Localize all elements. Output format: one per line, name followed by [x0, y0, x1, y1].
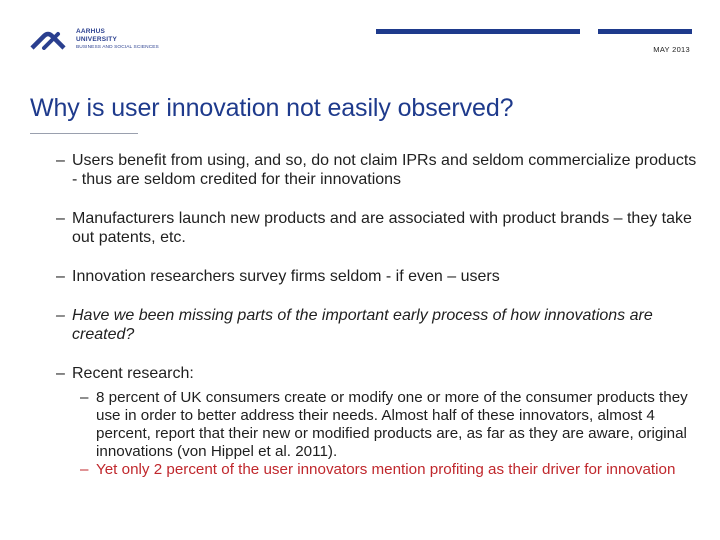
sub-bullet-text: Yet only 2 percent of the user innovators mention profiting as their driver for innovation	[96, 461, 676, 478]
bullet-recent-research	[56, 364, 706, 479]
sub-bullet-text: 8 percent of UK consumers create or modify one or more of the consumer products they use in order to better address their needs. Almost half of these innovators, almost 4 percent, report that their new or modified products are, as far as they are aware, original innovations (von Hippel et al. 2011).	[96, 389, 688, 460]
bullet-dash: –	[56, 210, 65, 227]
bullet-text: Have we been missing parts of the important early process of how innovations are created?	[72, 307, 653, 343]
logo-line-faculty: BUSINESS AND SOCIAL SCIENCES	[76, 45, 159, 50]
sub-bullet-uk-consumers	[80, 389, 706, 461]
logo-line-university: UNIVERSITY	[76, 35, 118, 43]
logo-mark-icon	[30, 28, 72, 50]
bullet-text: Manufacturers launch new products and are associated with product brands – they take out patents, etc.	[72, 210, 692, 246]
bullet-text: Recent research:	[72, 365, 194, 382]
slide-title: Why is user innovation not easily observed?	[30, 94, 514, 122]
sub-bullet-dash: –	[80, 389, 89, 406]
bullet-researchers	[56, 267, 706, 286]
header-bar-right	[598, 29, 692, 34]
logo-text	[76, 28, 159, 52]
bullet-dash: –	[56, 365, 65, 382]
header-bar-left	[376, 29, 580, 34]
sub-bullet-dash: –	[80, 461, 89, 478]
sub-bullet-list	[80, 389, 706, 479]
title-underline	[30, 133, 138, 134]
logo-line-aarhus: AARHUS	[76, 28, 106, 35]
bullet-users-ipr	[56, 151, 706, 189]
bullet-dash: –	[56, 152, 65, 169]
sub-bullet-profiting	[80, 461, 706, 479]
bullet-text: Users benefit from using, and so, do not claim IPRs and seldom commercialize products - thus are seldom credited for their innovations	[72, 152, 697, 188]
bullet-manufacturers	[56, 209, 706, 247]
bullet-text: Innovation researchers survey firms seldom - if even – users	[72, 268, 500, 285]
bullet-missing-question	[56, 306, 706, 344]
slide-date: MAY 2013	[653, 45, 690, 54]
bullet-dash: –	[56, 307, 65, 324]
bullet-list	[56, 151, 706, 479]
aarhus-university-logo	[30, 24, 190, 64]
bullet-dash: –	[56, 268, 65, 285]
